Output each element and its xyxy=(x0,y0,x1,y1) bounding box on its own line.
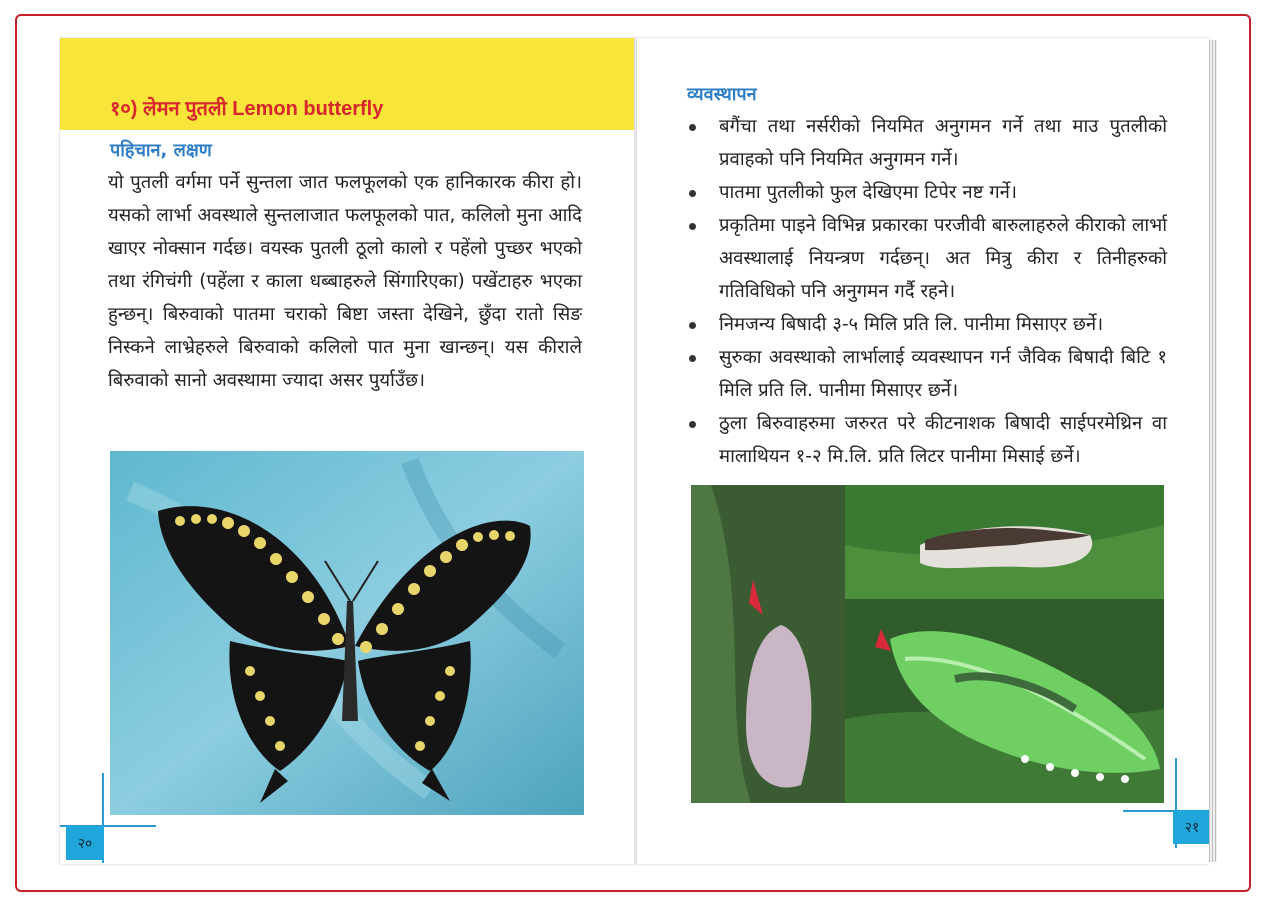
larva-image-1 xyxy=(691,485,845,803)
bullet-icon xyxy=(689,223,696,230)
list-item: सुरुका अवस्थाको लार्भालाई व्यवस्थापन गर्न जैविक बिषादी बिटि १ मिलि प्रति लि. पानीमा मिसाएर छर्ने। xyxy=(687,341,1167,407)
list-item: निमजन्य बिषादी ३-५ मिलि प्रति लि. पानीमा मिसाएर छर्ने। xyxy=(687,308,1167,341)
list-item: प्रकृतिमा पाइने विभिन्न प्रकारका परजीवी बारुलाहरुले कीराको लार्भा अवस्थालाई नियन्त्रण गर्दछन्। अत मित्रु कीरा र तिनीहरुको गतिविधिको पनि अनुगमन गर्दै रहने। xyxy=(687,209,1167,308)
page-number-right: २१ xyxy=(1173,810,1211,844)
identification-paragraph: यो पुतली वर्गमा पर्ने सुन्तला जात फलफूलको एक हानिकारक कीरा हो। यसको लार्भा अवस्थाले सुन्तलाजात फलफूलको पात, कलिलो मुना आदि खाएर नोक्सान गर्दछ। वयस्क पुतली ठूलो कालो र पहेंलो पुच्छर भएको तथा रंगिचंगी (पहेंला र काला धब्बाहरुले सिंगारिएका) पखेंटाहरु भएका हुन्छन्। बिरुवाको पातमा चराको बिष्टा जस्ता देखिने, छुँदा रातो सिङ निस्कने लाभ्रेहरुले बिरुवाको कलिलो पात मुना खान्छन्। यस कीराले बिरुवाको सानो अवस्थामा ज्यादा असर पुर्याउँछ। xyxy=(108,172,582,391)
bullet-icon xyxy=(689,124,696,131)
lemon-butterfly-image xyxy=(110,451,584,815)
caterpillar-early-photo xyxy=(845,485,1164,599)
management-list xyxy=(687,110,1167,473)
butterfly-photo xyxy=(110,451,584,815)
identification-heading: पहिचान, लक्षण xyxy=(110,140,212,161)
list-item: पातमा पुतलीको फुल देखिएमा टिपेर नष्ट गर्ने। xyxy=(687,176,1167,209)
page-edges xyxy=(1209,40,1217,862)
page-number-left: २० xyxy=(66,826,104,860)
bullet-icon xyxy=(689,190,696,197)
management-heading: व्यवस्थापन xyxy=(687,84,757,105)
caterpillar-late-photo xyxy=(845,599,1164,803)
list-item: ठुला बिरुवाहरुमा जरुरत परे कीटनाशक बिषादी साईपरमेथ्रिन वा मालाथियन १-२ मि.लि. प्रति लिटर पानीमा मिसाई छर्ने। xyxy=(687,407,1167,473)
bullet-icon xyxy=(689,421,696,428)
bullet-icon xyxy=(689,322,696,329)
larva-image-2 xyxy=(845,485,1164,599)
page-title: १०) लेमन पुतली Lemon butterfly xyxy=(110,98,384,120)
larva-on-leaf-photo xyxy=(691,485,845,803)
bullet-icon xyxy=(689,355,696,362)
left-page xyxy=(60,38,636,864)
right-page xyxy=(637,38,1209,864)
list-item: बगैंचा तथा नर्सरीको नियमित अनुगमन गर्ने तथा माउ पुतलीको प्रवाहको पनि नियमित अनुगमन गर्ने। xyxy=(687,110,1167,176)
larva-image-3 xyxy=(845,599,1164,803)
